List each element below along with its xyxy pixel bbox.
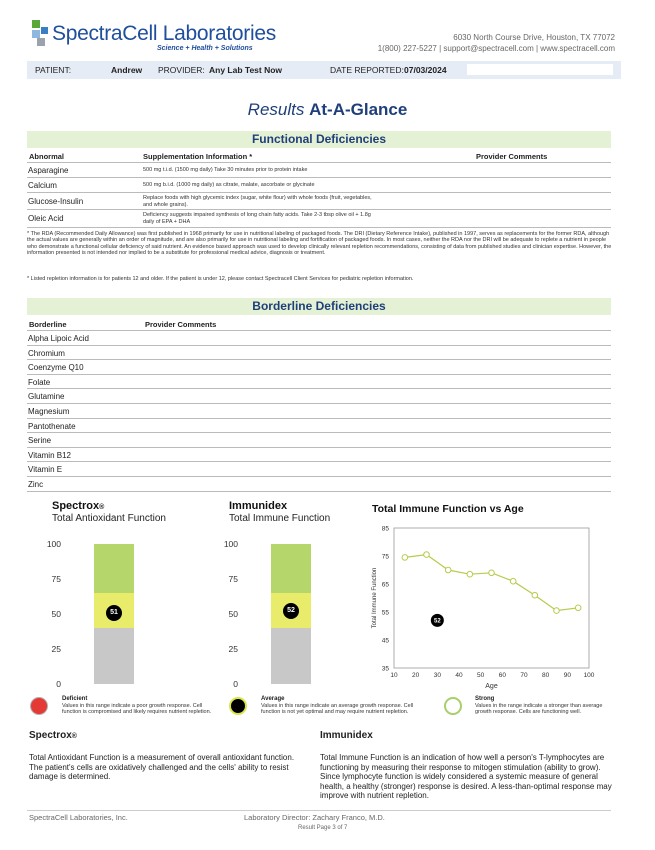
x-tick-label: 10 (390, 672, 398, 679)
legend-strong-text: Values in the range indicate a stronger than average growth response. Cells are functioning well. (475, 703, 603, 716)
borderline-row (27, 433, 611, 448)
average-series-line (405, 555, 578, 611)
footer-page: Result Page 3 of 7 (298, 825, 348, 831)
x-tick-label: 20 (412, 672, 420, 679)
immunidex-tick-label: 0 (233, 679, 238, 689)
logo-square-gray (37, 38, 45, 46)
average-series-point (424, 552, 430, 558)
logo-square-lightblue (32, 30, 40, 38)
average-series-point (510, 578, 516, 584)
immune-vs-age-chart (364, 518, 604, 693)
borderline-row (27, 448, 611, 463)
rda-note: * The RDA (Recommended Daily Allowance) was first published in 1968 primarily for use in nutritional labeling of packaged foods. The DRI (Dietary Reference Intake), published in 1997, serves as replacements for the former RDA, although the actual values are generally within an order of magnitude, and are also primarily for use in nutritional labeling and fortification of packaged foods. In most cases, neither the RDA nor the DRI will be adequate to replete a nutrient in people who demonstrate a functional cellular deficiency of said nutrient. An evidence based approach was used to develop clinically relevant repletion recommendations, consisting of data from published studies and clinician expertise. However, the information presented is not intended nor implied to be a substitute for professional medical advice, diagnosis or treatment. (27, 231, 612, 256)
brand-name: SpectraCell Laboratories (52, 22, 276, 45)
functional-row-info: Replace foods with high glycemic index (sugar, white flour) with whole foods (fruit, vegetables, and whole grains). (143, 195, 372, 208)
borderline-row-name: Folate (28, 377, 51, 387)
functional-row-info: 500 mg b.i.d. (1000 mg daily) as citrate, malate, ascorbate or glycinate (143, 182, 315, 188)
functional-row-info: Deficiency suggests impaired synthesis of long chain fatty acids. Take 2-3 tbsp olive oil + 1.8g daily of EPA + DHA (143, 212, 371, 225)
immunidex-gauge-segment (271, 628, 311, 684)
spectrox-gauge-segment (94, 544, 134, 593)
immunidex-gauge-segment (271, 544, 311, 593)
brand-tagline: Science + Health + Solutions (157, 45, 253, 52)
borderline-row (27, 375, 611, 390)
x-tick-label: 40 (455, 672, 463, 679)
pediatric-note: * Listed repletion information is for patients 12 and older. If the patient is under 12, please contact Spectracell Client Services for pediatric repletion information. (27, 276, 414, 282)
borderline-row-name: Magnesium (28, 407, 70, 416)
borderline-row-name: Vitamin E (28, 465, 63, 475)
logo-square-blue (41, 27, 48, 34)
y-tick-label: 75 (381, 553, 389, 561)
patient-label: PATIENT: (35, 65, 72, 75)
col-provider-comments: Provider Comments (476, 152, 548, 161)
spectrox-tick-label: 75 (51, 574, 61, 584)
immunidex-title: Immunidex (229, 500, 288, 512)
provider-label: PROVIDER: (158, 65, 205, 75)
immunidex-score-marker: 52 (283, 603, 299, 619)
functional-row-name: Glucose-Insulin (28, 197, 84, 206)
y-axis-label: Total Immune Function (372, 567, 378, 629)
spectrox-tick-label: 100 (46, 539, 61, 549)
legend-deficient-marker (30, 697, 48, 715)
borderline-row (27, 477, 611, 492)
borderline-row-name: Zinc (28, 480, 44, 489)
borderline-row-name: Vitamin B12 (28, 450, 71, 460)
redacted-field (467, 64, 613, 75)
x-tick-label: 30 (433, 672, 441, 679)
y-tick-label: 55 (381, 609, 389, 617)
average-series-point (532, 592, 538, 598)
average-series-point (402, 555, 408, 561)
functional-row (27, 193, 611, 210)
spectrox-tick-label: 50 (51, 609, 61, 619)
x-tick-label: 60 (498, 672, 506, 679)
x-tick-label: 80 (542, 672, 550, 679)
x-tick-label: 100 (583, 672, 595, 679)
patient-point-label: 52 (433, 618, 441, 625)
col-borderline-comments: Provider Comments (145, 320, 217, 329)
immunidex-description-title: Immunidex (320, 730, 373, 741)
immunidex-tick-label: 75 (228, 574, 238, 584)
x-tick-label: 70 (520, 672, 528, 679)
immunidex-tick-label: 25 (228, 644, 238, 654)
patient-info-bar (27, 61, 621, 79)
functional-row-info: 500 mg t.i.d. (1500 mg daily) Take 30 minutes prior to protein intake (143, 167, 308, 173)
spectrox-subtitle: Total Antioxidant Function (52, 513, 166, 524)
col-abnormal: Abnormal (29, 152, 65, 161)
borderline-row (27, 419, 611, 434)
borderline-row-name: Coenzyme Q10 (28, 363, 84, 373)
x-tick-label: 90 (563, 672, 571, 679)
footer-director: Laboratory Director: Zachary Franco, M.D. (244, 813, 385, 822)
functional-row-name: Asparagine (28, 166, 69, 175)
functional-deficiencies-heading: Functional Deficiencies (27, 131, 611, 148)
legend-strong-title: Strong (475, 696, 495, 702)
average-series-point (554, 608, 560, 614)
footer-company: SpectraCell Laboratories, Inc. (29, 813, 128, 822)
chart-title: Total Immune Function vs Age (372, 503, 524, 515)
x-tick-label: 50 (477, 672, 485, 679)
spectrox-title: Spectrox® (52, 500, 105, 512)
title-at-a-glance: At-A-Glance (309, 100, 408, 119)
plot-frame (394, 528, 589, 668)
date-value: 07/03/2024 (404, 65, 447, 75)
average-series-point (467, 571, 473, 577)
borderline-row-name: Alpha Lipoic Acid (28, 334, 89, 343)
legend-average-title: Average (261, 696, 285, 702)
y-tick-label: 85 (381, 525, 389, 533)
spectrox-score-marker: 51 (106, 605, 122, 621)
legend-deficient-title: Deficient (62, 696, 88, 702)
borderline-row (27, 331, 611, 346)
x-axis-label: Age (485, 683, 498, 690)
immunidex-subtitle: Total Immune Function (229, 513, 331, 524)
y-tick-label: 45 (381, 637, 389, 645)
spectrox-description-title: Spectrox® (29, 730, 77, 741)
functional-row (27, 210, 611, 228)
date-label: DATE REPORTED: (330, 65, 404, 75)
title-results: Results (247, 100, 305, 119)
borderline-row (27, 462, 611, 477)
borderline-row (27, 360, 611, 375)
legend-average-text: Values in this range indicate an average growth response. Cell function is not yet optimal and may require nutrient repletion. (261, 703, 414, 716)
borderline-deficiencies-heading: Borderline Deficiencies (27, 298, 611, 315)
col-borderline: Borderline (29, 320, 67, 329)
borderline-row (27, 404, 611, 419)
y-tick-label: 35 (381, 665, 389, 673)
spectrox-description: Total Antioxidant Function is a measurement of overall antioxidant function. The patient's cells are oxidatively challenged and the cells' ability to resist damage is determined. (29, 753, 295, 781)
borderline-row-name: Chromium (28, 348, 65, 358)
col-supplementation: Supplementation Information * (143, 152, 253, 161)
spectrox-tick-label: 0 (56, 679, 61, 689)
y-tick-label: 65 (381, 581, 389, 589)
borderline-row (27, 346, 611, 361)
average-series-point (445, 567, 451, 573)
functional-row-name: Calcium (28, 181, 57, 190)
footer-divider (27, 810, 611, 811)
immunidex-tick-label: 50 (228, 609, 238, 619)
immunidex-description: Total Immune Function is an indication of how well a person's T-lymphocytes are functioning by measuring their response to mitogen stimulation (ability to grow). Since lymphocyte function is widely considered a systemic measure of general health, a healthy (stronger) response is desired. A less-than-optimal response may improve with nutrient repletion. (320, 753, 612, 800)
borderline-row (27, 389, 611, 404)
functional-row (27, 163, 611, 178)
legend-strong-marker (444, 697, 462, 715)
spectrox-gauge-segment (94, 628, 134, 684)
logo-square-green (32, 20, 40, 28)
spectrox-tick-label: 25 (51, 644, 61, 654)
legend-deficient-text: Values in this range indicate a poor growth response. Cell function is compromised and likely requires nutrient repletion. (62, 703, 212, 716)
borderline-row-name: Pantothenate (28, 421, 76, 431)
average-series-point (575, 605, 581, 611)
borderline-row-name: Glutamine (28, 392, 65, 402)
functional-row-name: Oleic Acid (28, 214, 64, 223)
functional-row (27, 178, 611, 193)
borderline-row-name: Serine (28, 436, 52, 446)
provider-value: Any Lab Test Now (209, 65, 283, 75)
lab-address: 6030 North Course Drive, Houston, TX 77072 (453, 33, 615, 42)
legend-average-marker (229, 697, 247, 715)
page-title (0, 100, 655, 120)
immunidex-tick-label: 100 (223, 539, 238, 549)
patient-name: Andrew (111, 65, 143, 75)
lab-contact: 1(800) 227-5227 | support@spectracell.com | www.spectracell.com (377, 44, 615, 53)
average-series-point (489, 570, 495, 576)
